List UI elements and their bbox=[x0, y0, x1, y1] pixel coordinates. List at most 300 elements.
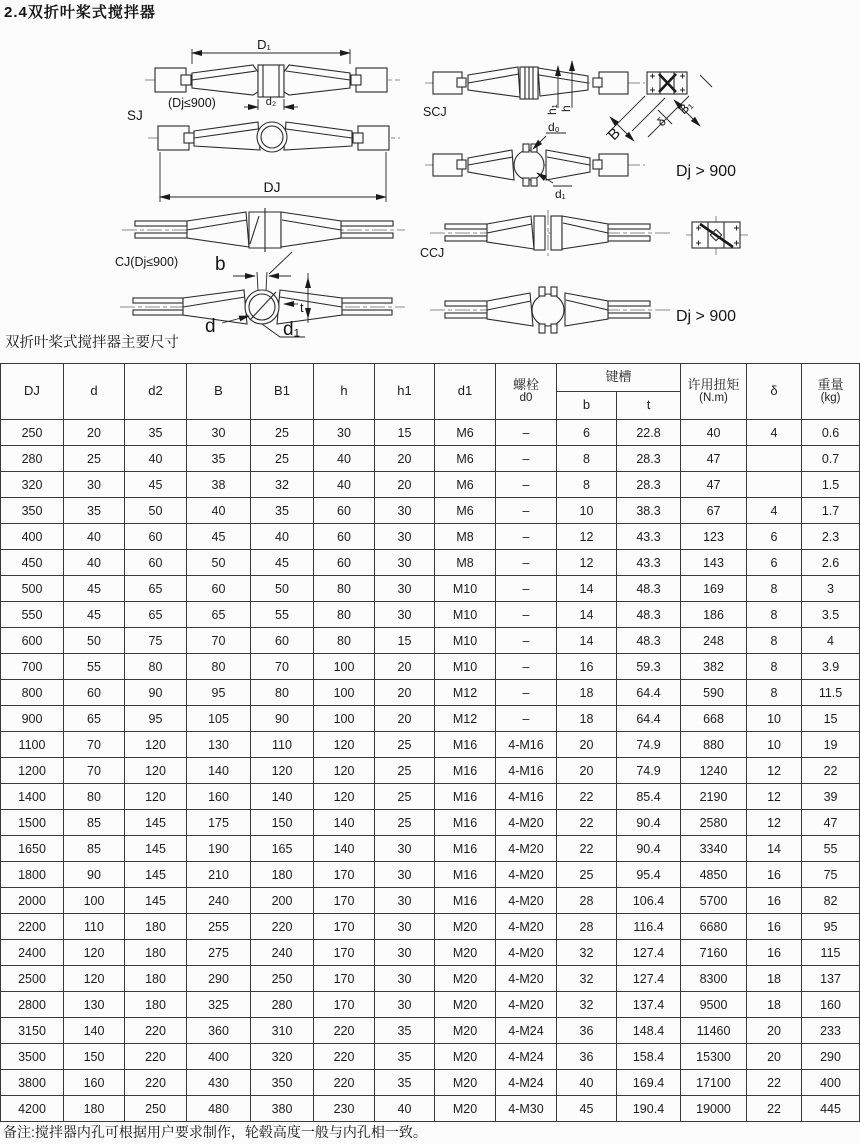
table-cell: 4-M20 bbox=[496, 888, 557, 914]
col-header-h1: h1 bbox=[375, 364, 435, 420]
table-cell: M10 bbox=[435, 654, 496, 680]
table-cell: 4-M16 bbox=[496, 732, 557, 758]
table-cell: 36 bbox=[557, 1044, 617, 1070]
table-cell: 55 bbox=[802, 836, 860, 862]
scj-label: SCJ bbox=[423, 105, 447, 119]
table-cell: 3500 bbox=[1, 1044, 64, 1070]
table-cell: 4-M24 bbox=[496, 1044, 557, 1070]
table-cell: 30 bbox=[375, 498, 435, 524]
table-cell: 2800 bbox=[1, 992, 64, 1018]
table-cell: 60 bbox=[64, 680, 125, 706]
table-cell: 25 bbox=[375, 810, 435, 836]
table-cell: M20 bbox=[435, 1044, 496, 1070]
table-cell: M20 bbox=[435, 1070, 496, 1096]
table-cell: 80 bbox=[64, 784, 125, 810]
table-cell: 16 bbox=[747, 940, 802, 966]
table-cell: 18 bbox=[747, 992, 802, 1018]
table-cell: 18 bbox=[557, 680, 617, 706]
table-cell: M20 bbox=[435, 940, 496, 966]
table-cell: 14 bbox=[557, 576, 617, 602]
table-cell: 255 bbox=[187, 914, 251, 940]
table-cell: – bbox=[496, 654, 557, 680]
table-cell: 80 bbox=[125, 654, 187, 680]
table-row bbox=[1, 810, 860, 836]
table-cell: 550 bbox=[1, 602, 64, 628]
table-cell: 25 bbox=[375, 784, 435, 810]
table-cell: 140 bbox=[251, 784, 314, 810]
table-cell: 11460 bbox=[681, 1018, 747, 1044]
table-cell: 4-M20 bbox=[496, 862, 557, 888]
table-cell: 19000 bbox=[681, 1096, 747, 1122]
table-cell: 120 bbox=[314, 784, 375, 810]
table-cell: 48.3 bbox=[617, 602, 681, 628]
table-cell: – bbox=[496, 602, 557, 628]
table-cell: 137 bbox=[802, 966, 860, 992]
dim-label-h: h bbox=[559, 105, 573, 112]
table-cell: 100 bbox=[64, 888, 125, 914]
table-cell: 22 bbox=[747, 1070, 802, 1096]
table-cell: 8 bbox=[747, 654, 802, 680]
table-cell: 75 bbox=[802, 862, 860, 888]
table-cell: 30 bbox=[64, 472, 125, 498]
table-cell: 480 bbox=[187, 1096, 251, 1122]
table-row bbox=[1, 550, 860, 576]
table-cell: 180 bbox=[125, 940, 187, 966]
table-cell: 10 bbox=[747, 706, 802, 732]
table-cell: 430 bbox=[187, 1070, 251, 1096]
table-cell: 65 bbox=[125, 576, 187, 602]
table-cell: 70 bbox=[64, 758, 125, 784]
table-cell: 45 bbox=[64, 576, 125, 602]
table-cell: 55 bbox=[251, 602, 314, 628]
table-cell: 220 bbox=[314, 1070, 375, 1096]
dim-label-B1: B₁ bbox=[675, 97, 696, 118]
table-cell: 220 bbox=[125, 1070, 187, 1096]
col-header-b: B bbox=[187, 364, 251, 420]
table-cell: 80 bbox=[314, 602, 375, 628]
table-cell: 275 bbox=[187, 940, 251, 966]
table-cell: 158.4 bbox=[617, 1044, 681, 1070]
table-cell: 85.4 bbox=[617, 784, 681, 810]
table-cell: 20 bbox=[747, 1044, 802, 1070]
table-row bbox=[1, 862, 860, 888]
table-title: 双折叶桨式搅拌器主要尺寸 bbox=[5, 335, 179, 351]
table-cell: 19 bbox=[802, 732, 860, 758]
table-cell: 2400 bbox=[1, 940, 64, 966]
table-cell: 170 bbox=[314, 888, 375, 914]
table-cell: 20 bbox=[375, 446, 435, 472]
table-cell: 170 bbox=[314, 992, 375, 1018]
table-cell: 100 bbox=[314, 706, 375, 732]
col-header-bolt-d0: d0 bbox=[519, 392, 533, 405]
table-cell: 106.4 bbox=[617, 888, 681, 914]
table-header bbox=[1, 364, 860, 420]
table-cell: M6 bbox=[435, 420, 496, 446]
table-cell: 16 bbox=[747, 888, 802, 914]
table-cell: 95 bbox=[802, 914, 860, 940]
table-cell: 148.4 bbox=[617, 1018, 681, 1044]
table-cell: 700 bbox=[1, 654, 64, 680]
table-cell: 4-M20 bbox=[496, 914, 557, 940]
table-cell: 220 bbox=[314, 1018, 375, 1044]
table-cell: 65 bbox=[187, 602, 251, 628]
table-cell: – bbox=[496, 680, 557, 706]
table-cell: 400 bbox=[1, 524, 64, 550]
table-cell: 170 bbox=[314, 966, 375, 992]
col-header-weight-cn: 重量 bbox=[817, 377, 844, 393]
dim-label-d: d bbox=[205, 316, 216, 337]
table-cell: 210 bbox=[187, 862, 251, 888]
table-cell: 8 bbox=[557, 446, 617, 472]
table-cell: 220 bbox=[251, 914, 314, 940]
table-cell: 145 bbox=[125, 862, 187, 888]
table-cell: 14 bbox=[557, 628, 617, 654]
table-cell: 25 bbox=[251, 446, 314, 472]
table-cell: 16 bbox=[747, 862, 802, 888]
table-cell: 3340 bbox=[681, 836, 747, 862]
table-cell: M8 bbox=[435, 550, 496, 576]
col-header-weight bbox=[802, 364, 860, 420]
table-row bbox=[1, 992, 860, 1018]
table-cell: 500 bbox=[1, 576, 64, 602]
table-row bbox=[1, 1096, 860, 1122]
table-cell: – bbox=[496, 550, 557, 576]
table-cell: 145 bbox=[125, 888, 187, 914]
table-cell: 32 bbox=[557, 992, 617, 1018]
table-cell: 18 bbox=[747, 966, 802, 992]
table-cell: 20 bbox=[557, 758, 617, 784]
table-cell: 1400 bbox=[1, 784, 64, 810]
table-cell: 4-M20 bbox=[496, 836, 557, 862]
table-row bbox=[1, 628, 860, 654]
table-cell: 30 bbox=[375, 888, 435, 914]
table-cell: 120 bbox=[125, 784, 187, 810]
col-header-delta: δ bbox=[747, 364, 802, 420]
table-cell: 1200 bbox=[1, 758, 64, 784]
table-cell: 120 bbox=[314, 732, 375, 758]
table-cell: 10 bbox=[747, 732, 802, 758]
dim-label-d1-upper: D₁ bbox=[257, 37, 271, 52]
table-cell: 360 bbox=[187, 1018, 251, 1044]
table-cell: 130 bbox=[187, 732, 251, 758]
table-cell: 85 bbox=[64, 810, 125, 836]
table-cell: 20 bbox=[375, 472, 435, 498]
drawing-ccj-clamp bbox=[430, 287, 736, 333]
table-cell: 4-M20 bbox=[496, 810, 557, 836]
table-cell: 90 bbox=[64, 862, 125, 888]
table-cell: 35 bbox=[375, 1044, 435, 1070]
col-header-keyway-b: b bbox=[557, 392, 617, 420]
table-cell: 240 bbox=[187, 888, 251, 914]
table-cell: 22 bbox=[747, 1096, 802, 1122]
dj-gt-900-top: Dj > 900 bbox=[676, 163, 737, 180]
table-cell: 65 bbox=[64, 706, 125, 732]
table-cell: 140 bbox=[314, 836, 375, 862]
table-cell: 16 bbox=[557, 654, 617, 680]
table-cell: 60 bbox=[125, 524, 187, 550]
table-cell: 3.5 bbox=[802, 602, 860, 628]
table-cell: 35 bbox=[251, 498, 314, 524]
table-cell: 450 bbox=[1, 550, 64, 576]
table-cell: 40 bbox=[125, 446, 187, 472]
table-cell: 7160 bbox=[681, 940, 747, 966]
table-cell: 325 bbox=[187, 992, 251, 1018]
table-row bbox=[1, 420, 860, 446]
table-cell: 250 bbox=[251, 966, 314, 992]
table-cell: 8300 bbox=[681, 966, 747, 992]
table-cell: 30 bbox=[375, 862, 435, 888]
table-cell: 4-M16 bbox=[496, 758, 557, 784]
table-cell: 6 bbox=[557, 420, 617, 446]
table-cell: 1800 bbox=[1, 862, 64, 888]
table-cell: 4-M30 bbox=[496, 1096, 557, 1122]
table-cell: 220 bbox=[125, 1018, 187, 1044]
table-cell: 200 bbox=[251, 888, 314, 914]
table-cell: 105 bbox=[187, 706, 251, 732]
table-cell: 28.3 bbox=[617, 446, 681, 472]
table-cell: 85 bbox=[64, 836, 125, 862]
table-cell: M20 bbox=[435, 914, 496, 940]
table-row bbox=[1, 576, 860, 602]
table-cell: 169.4 bbox=[617, 1070, 681, 1096]
table-cell: 90.4 bbox=[617, 836, 681, 862]
table-cell: 140 bbox=[314, 810, 375, 836]
table-cell: 30 bbox=[375, 992, 435, 1018]
table-cell: 20 bbox=[64, 420, 125, 446]
table-cell: 900 bbox=[1, 706, 64, 732]
table-cell: 40 bbox=[251, 524, 314, 550]
col-header-dj: DJ bbox=[1, 364, 64, 420]
table-cell: 40 bbox=[64, 550, 125, 576]
table-cell: 40 bbox=[187, 498, 251, 524]
table-cell: 30 bbox=[375, 836, 435, 862]
table-cell: 45 bbox=[557, 1096, 617, 1122]
table-cell: – bbox=[496, 706, 557, 732]
table-cell: 32 bbox=[557, 940, 617, 966]
table-cell: 380 bbox=[251, 1096, 314, 1122]
table-row bbox=[1, 836, 860, 862]
table-cell: 90 bbox=[251, 706, 314, 732]
col-header-keyway: 键槽 bbox=[557, 364, 681, 392]
table-cell: 95 bbox=[187, 680, 251, 706]
table-cell: 120 bbox=[125, 758, 187, 784]
table-cell: 169 bbox=[681, 576, 747, 602]
table-row bbox=[1, 940, 860, 966]
table-cell: 4-M20 bbox=[496, 940, 557, 966]
drawing-cj-top bbox=[115, 208, 405, 269]
table-cell: 4-M20 bbox=[496, 992, 557, 1018]
table-cell: 28 bbox=[557, 888, 617, 914]
table-cell: 12 bbox=[557, 524, 617, 550]
table-cell: 160 bbox=[802, 992, 860, 1018]
table-cell: 110 bbox=[251, 732, 314, 758]
page-title: 2.4双折叶桨式搅拌器 bbox=[4, 4, 156, 21]
table-body bbox=[1, 420, 860, 1122]
table-cell: 22 bbox=[557, 810, 617, 836]
table-cell: 220 bbox=[314, 1044, 375, 1070]
table-cell: 2200 bbox=[1, 914, 64, 940]
table-row bbox=[1, 732, 860, 758]
table-row bbox=[1, 524, 860, 550]
table-cell: 123 bbox=[681, 524, 747, 550]
table-cell: 115 bbox=[802, 940, 860, 966]
table-cell: 6 bbox=[747, 550, 802, 576]
table-cell: 22.8 bbox=[617, 420, 681, 446]
table-cell: 25 bbox=[251, 420, 314, 446]
table-cell: 50 bbox=[125, 498, 187, 524]
table-cell: M16 bbox=[435, 732, 496, 758]
table-cell: 230 bbox=[314, 1096, 375, 1122]
table-cell: 12 bbox=[747, 810, 802, 836]
table-cell: 60 bbox=[314, 498, 375, 524]
table-row bbox=[1, 784, 860, 810]
table-cell: 70 bbox=[187, 628, 251, 654]
dim-label-d2: d₂ bbox=[265, 96, 277, 108]
sj-condition-label: (Dj≤900) bbox=[168, 96, 216, 110]
table-cell: M20 bbox=[435, 966, 496, 992]
table-cell: 127.4 bbox=[617, 940, 681, 966]
table-cell: 74.9 bbox=[617, 758, 681, 784]
table-cell: 8 bbox=[747, 602, 802, 628]
table-cell: 160 bbox=[187, 784, 251, 810]
col-header-weight-unit: (kg) bbox=[820, 392, 841, 405]
table-cell: 82 bbox=[802, 888, 860, 914]
table-cell: 4 bbox=[747, 420, 802, 446]
table-cell: 15 bbox=[375, 420, 435, 446]
table-cell: 116.4 bbox=[617, 914, 681, 940]
table-cell: 800 bbox=[1, 680, 64, 706]
table-cell: 190.4 bbox=[617, 1096, 681, 1122]
table-cell: 180 bbox=[64, 1096, 125, 1122]
table-cell: 20 bbox=[375, 680, 435, 706]
table-row bbox=[1, 758, 860, 784]
table-cell: 30 bbox=[375, 940, 435, 966]
table-cell: 45 bbox=[251, 550, 314, 576]
table-cell: 32 bbox=[557, 966, 617, 992]
table-cell: 60 bbox=[125, 550, 187, 576]
table-cell: 70 bbox=[64, 732, 125, 758]
dim-label-dj: DJ bbox=[263, 179, 281, 195]
table-cell: 120 bbox=[125, 732, 187, 758]
table-cell: 120 bbox=[251, 758, 314, 784]
table-cell: 130 bbox=[64, 992, 125, 1018]
table-cell: 28 bbox=[557, 914, 617, 940]
table-cell: 143 bbox=[681, 550, 747, 576]
table-cell: M16 bbox=[435, 836, 496, 862]
table-cell: 40 bbox=[557, 1070, 617, 1096]
table-cell: M16 bbox=[435, 810, 496, 836]
table-cell: 38.3 bbox=[617, 498, 681, 524]
col-header-bolt bbox=[496, 364, 557, 420]
table-cell: 170 bbox=[314, 914, 375, 940]
table-cell: 75 bbox=[125, 628, 187, 654]
table-cell: M6 bbox=[435, 446, 496, 472]
table-cell: 445 bbox=[802, 1096, 860, 1122]
table-cell: 22 bbox=[802, 758, 860, 784]
table-cell: 150 bbox=[251, 810, 314, 836]
table-row bbox=[1, 602, 860, 628]
dim-label-h1: h₁ bbox=[545, 104, 559, 115]
table-cell bbox=[747, 446, 802, 472]
table-cell: M16 bbox=[435, 862, 496, 888]
table-cell: 47 bbox=[802, 810, 860, 836]
table-cell: 3 bbox=[802, 576, 860, 602]
table-cell: 2.6 bbox=[802, 550, 860, 576]
table-cell: 74.9 bbox=[617, 732, 681, 758]
table-cell: 590 bbox=[681, 680, 747, 706]
col-header-b1: B1 bbox=[251, 364, 314, 420]
table-cell: 400 bbox=[802, 1070, 860, 1096]
table-cell: – bbox=[496, 576, 557, 602]
drawing-sj-bottom bbox=[148, 122, 400, 202]
table-cell: 45 bbox=[64, 602, 125, 628]
technical-drawings bbox=[0, 20, 860, 338]
table-cell: 6 bbox=[747, 524, 802, 550]
col-header-torque-unit: (N.m) bbox=[699, 392, 728, 405]
table-cell: 36 bbox=[557, 1018, 617, 1044]
table-cell: – bbox=[496, 446, 557, 472]
table-cell: 80 bbox=[314, 576, 375, 602]
col-header-d2: d2 bbox=[125, 364, 187, 420]
table-cell: 280 bbox=[1, 446, 64, 472]
table-cell: 55 bbox=[64, 654, 125, 680]
table-cell: 240 bbox=[251, 940, 314, 966]
drawing-sj-top bbox=[127, 37, 400, 123]
table-cell: 25 bbox=[64, 446, 125, 472]
table-cell: 12 bbox=[747, 758, 802, 784]
table-cell: 4 bbox=[747, 498, 802, 524]
table-cell: 140 bbox=[64, 1018, 125, 1044]
table-cell: 100 bbox=[314, 680, 375, 706]
table-cell: M6 bbox=[435, 472, 496, 498]
table-cell: 4-M20 bbox=[496, 966, 557, 992]
table-cell: M16 bbox=[435, 888, 496, 914]
table-cell: – bbox=[496, 524, 557, 550]
table-cell: 48.3 bbox=[617, 576, 681, 602]
dim-label-d1-lower: d₁ bbox=[283, 319, 300, 338]
table-cell: 30 bbox=[375, 966, 435, 992]
table-cell: 40 bbox=[64, 524, 125, 550]
table-cell: 10 bbox=[557, 498, 617, 524]
table-cell: 1650 bbox=[1, 836, 64, 862]
table-cell: 70 bbox=[251, 654, 314, 680]
table-cell: 90 bbox=[125, 680, 187, 706]
table-cell: – bbox=[496, 628, 557, 654]
table-cell: 64.4 bbox=[617, 680, 681, 706]
table-cell: 8 bbox=[747, 680, 802, 706]
table-cell: 4200 bbox=[1, 1096, 64, 1122]
table-cell: 668 bbox=[681, 706, 747, 732]
table-cell: 35 bbox=[187, 446, 251, 472]
table-cell: 1.5 bbox=[802, 472, 860, 498]
table-row bbox=[1, 1044, 860, 1070]
table-cell: 17100 bbox=[681, 1070, 747, 1096]
table-cell: 250 bbox=[1, 420, 64, 446]
table-cell: 45 bbox=[125, 472, 187, 498]
table-cell: 120 bbox=[314, 758, 375, 784]
table-cell: 30 bbox=[375, 576, 435, 602]
table-cell: 35 bbox=[375, 1070, 435, 1096]
table-cell: 25 bbox=[375, 732, 435, 758]
table-cell: 382 bbox=[681, 654, 747, 680]
table-cell: 20 bbox=[557, 732, 617, 758]
table-cell: 8 bbox=[747, 576, 802, 602]
table-cell: 28.3 bbox=[617, 472, 681, 498]
table-cell: 4-M24 bbox=[496, 1070, 557, 1096]
table-row bbox=[1, 706, 860, 732]
table-cell: 15300 bbox=[681, 1044, 747, 1070]
table-cell: 350 bbox=[251, 1070, 314, 1096]
